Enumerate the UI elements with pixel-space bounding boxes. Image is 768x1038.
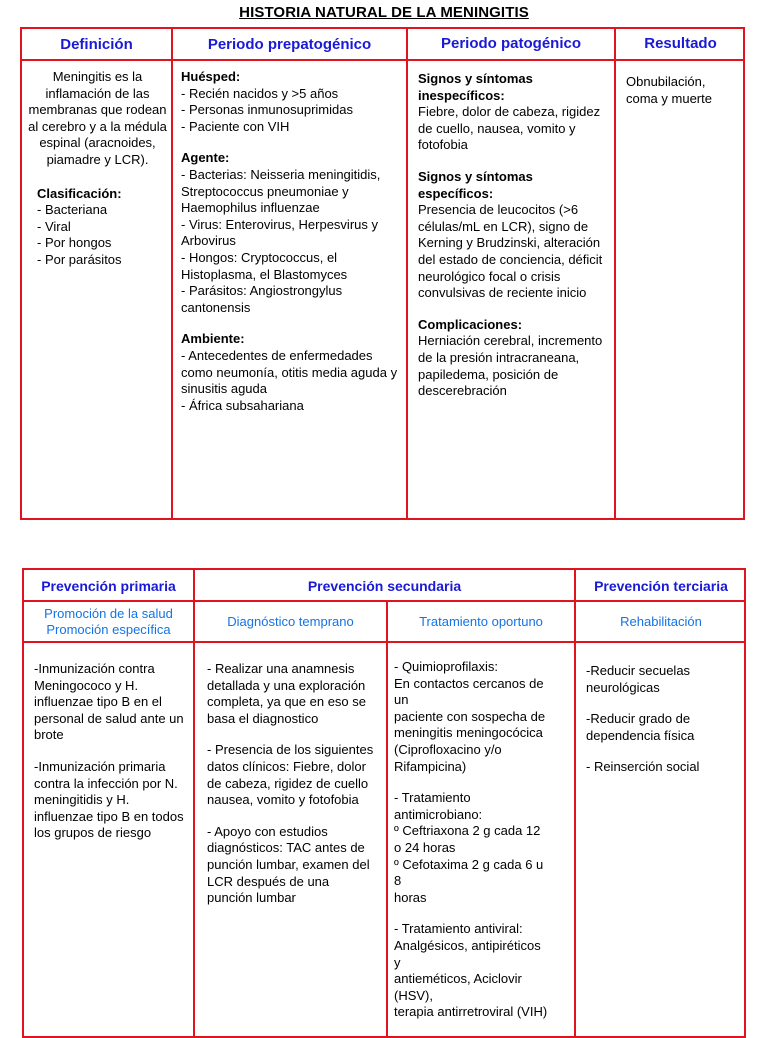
antiviral-line: - Tratamiento antiviral:: [394, 921, 523, 937]
definicion-text: Meningitis es la inflamación de las membranas que rodean al cerebro y a la médula espinal (aracnoides, piamadre y LCR).: [28, 69, 167, 167]
clasificacion-item: - Por parásitos: [37, 251, 122, 267]
header-definicion: Definición: [60, 36, 133, 53]
huesped-title: Huésped:: [181, 69, 241, 84]
diagnostico-cell: [207, 661, 377, 907]
agente-item: - Virus: Enterovirus, Herpesvirus y Arbovirus: [181, 216, 378, 249]
resultado-cell: Obnubilación, coma y muerte: [626, 74, 712, 106]
clasificacion-item: - Por hongos: [37, 235, 112, 251]
quimio-line: meningitis meningocócica: [394, 725, 543, 741]
terciaria-item: - Reinserción social: [586, 759, 700, 775]
terciaria-item: -Reducir grado de dependencia física: [586, 711, 695, 743]
huesped-item: - Personas inmunosuprimidas: [181, 102, 353, 118]
complicaciones-title: Complicaciones:: [418, 316, 523, 332]
clasificacion-item: - Bacteriana: [37, 202, 108, 218]
agente-title: Agente:: [181, 150, 230, 166]
ambiente-item: - África subsahariana: [181, 397, 304, 413]
agente-item: - Hongos: Cryptococcus, el Histoplasma, el Blastomyces: [181, 249, 348, 282]
antimicrobiano-line: antimicrobiano:: [394, 806, 483, 822]
terciaria-cell: [586, 663, 736, 776]
diagnostico-item: - Realizar una anamnesis detallada y una exploración completa, ya que en eso se basa el diagnostico: [207, 661, 366, 726]
antimicrobiano-line: horas: [394, 889, 427, 905]
ambiente-title: Ambiente:: [181, 331, 245, 347]
natural-history-table: [20, 27, 745, 520]
tratamiento-cell: [394, 659, 572, 1021]
antimicrobiano-line: º Cefotaxima 2 g cada 6 u: [394, 856, 544, 872]
inespecificos-title: Signos y síntomas inespecíficos:: [418, 71, 533, 103]
antimicrobiano-line: º Ceftriaxona 2 g cada 12: [394, 823, 541, 839]
complicaciones-text: Herniación cerebral, incremento de la presión intracraneana, papiledema, posición de descerebración: [418, 333, 603, 399]
primaria-item: -Inmunización primaria contra la infección por N. meningitidis y H. influenzae tipo B en todos los grupos de riesgo: [34, 758, 184, 841]
header-patogenico: Periodo patogénico: [440, 35, 581, 52]
header-prepatogenico: Periodo prepatogénico: [207, 36, 372, 53]
terciaria-item: -Reducir secuelas neurológicas: [586, 663, 691, 695]
patogenico-cell: [418, 71, 608, 400]
antimicrobiano-line: - Tratamiento: [394, 790, 471, 806]
prepatogenico-cell: [181, 69, 403, 414]
subheader-rehabilitacion: Rehabilitación: [620, 614, 702, 629]
quimio-line: un: [394, 692, 409, 708]
huesped-item: - Paciente con VIH: [181, 118, 290, 134]
quimio-line: paciente con sospecha de: [394, 708, 546, 724]
antiviral-line: y: [394, 954, 401, 970]
quimio-line: En contactos cercanos de: [394, 675, 544, 691]
antiviral-line: antieméticos, Aciclovir: [394, 971, 522, 987]
inespecificos-text: Fiebre, dolor de cabeza, rigidez de cuello, nausea, vomito y fotofobia: [418, 104, 601, 153]
antiviral-line: (HSV),: [394, 987, 433, 1003]
antiviral-line: Analgésicos, antipiréticos: [394, 937, 541, 953]
especificos-title: Signos y síntomas específicos:: [418, 168, 533, 201]
definicion-cell: [25, 69, 170, 269]
subheader-tratamiento: Tratamiento oportuno: [419, 614, 543, 629]
clasificacion-item: - Viral: [37, 218, 71, 234]
antimicrobiano-line: 8: [394, 873, 402, 889]
quimio-line: (Ciprofloxacino y/o: [394, 741, 502, 757]
subheader-promocion: [24, 602, 193, 642]
huesped-item: - Recién nacidos y >5 años: [181, 85, 339, 101]
header-primaria: Prevención primaria: [41, 577, 176, 594]
primaria-cell: [34, 661, 184, 842]
especificos-text: Presencia de leucocitos (>6 células/mL en LCR), signo de Kerning y Brudzinski, alteración del estado de conciencia, déficit neurológico focal o crisis convulsivas de reciente inicio: [418, 202, 603, 301]
page-title: HISTORIA NATURAL DE LA MENINGITIS: [239, 4, 529, 21]
subheader-diagnostico: Diagnóstico temprano: [227, 614, 354, 629]
agente-item: - Bacterias: Neisseria meningitidis, Streptococcus pneumoniae y Haemophilus influenzae: [181, 166, 381, 216]
primaria-item: -Inmunización contra Meningococo y H. influenzae tipo B en el personal de salud ante un brote: [34, 661, 184, 743]
antimicrobiano-line: o 24 horas: [394, 839, 456, 855]
antiviral-line: terapia antirretroviral (VIH): [394, 1004, 548, 1020]
diagnostico-item: - Apoyo con estudios diagnósticos: TAC antes de punción lumbar, examen del LCR después de una punción lumbar: [207, 823, 370, 906]
subheader-promocion-salud: Promoción de la salud: [44, 606, 173, 621]
header-terciaria: Prevención terciaria: [594, 577, 728, 594]
header-resultado: Resultado: [644, 35, 717, 52]
ambiente-item: - Antecedentes de enfermedades como neumonía, otitis media aguda y sinusitis aguda: [181, 347, 398, 397]
subheader-promocion-especifica: Promoción específica: [46, 622, 171, 637]
clasificacion-title: Clasificación:: [37, 185, 122, 201]
header-secundaria: Prevención secundaria: [307, 577, 462, 594]
quimio-line: Rifampicina): [394, 758, 467, 774]
agente-item: - Parásitos: Angiostrongylus cantonensis: [181, 283, 343, 315]
quimio-line: - Quimioprofilaxis:: [394, 659, 499, 674]
prevention-table: [22, 568, 746, 1038]
diagnostico-item: - Presencia de los siguientes datos clínicos: Fiebre, dolor de cabeza, rigidez de cuello nausea, vomito y fotofobia: [207, 742, 374, 808]
